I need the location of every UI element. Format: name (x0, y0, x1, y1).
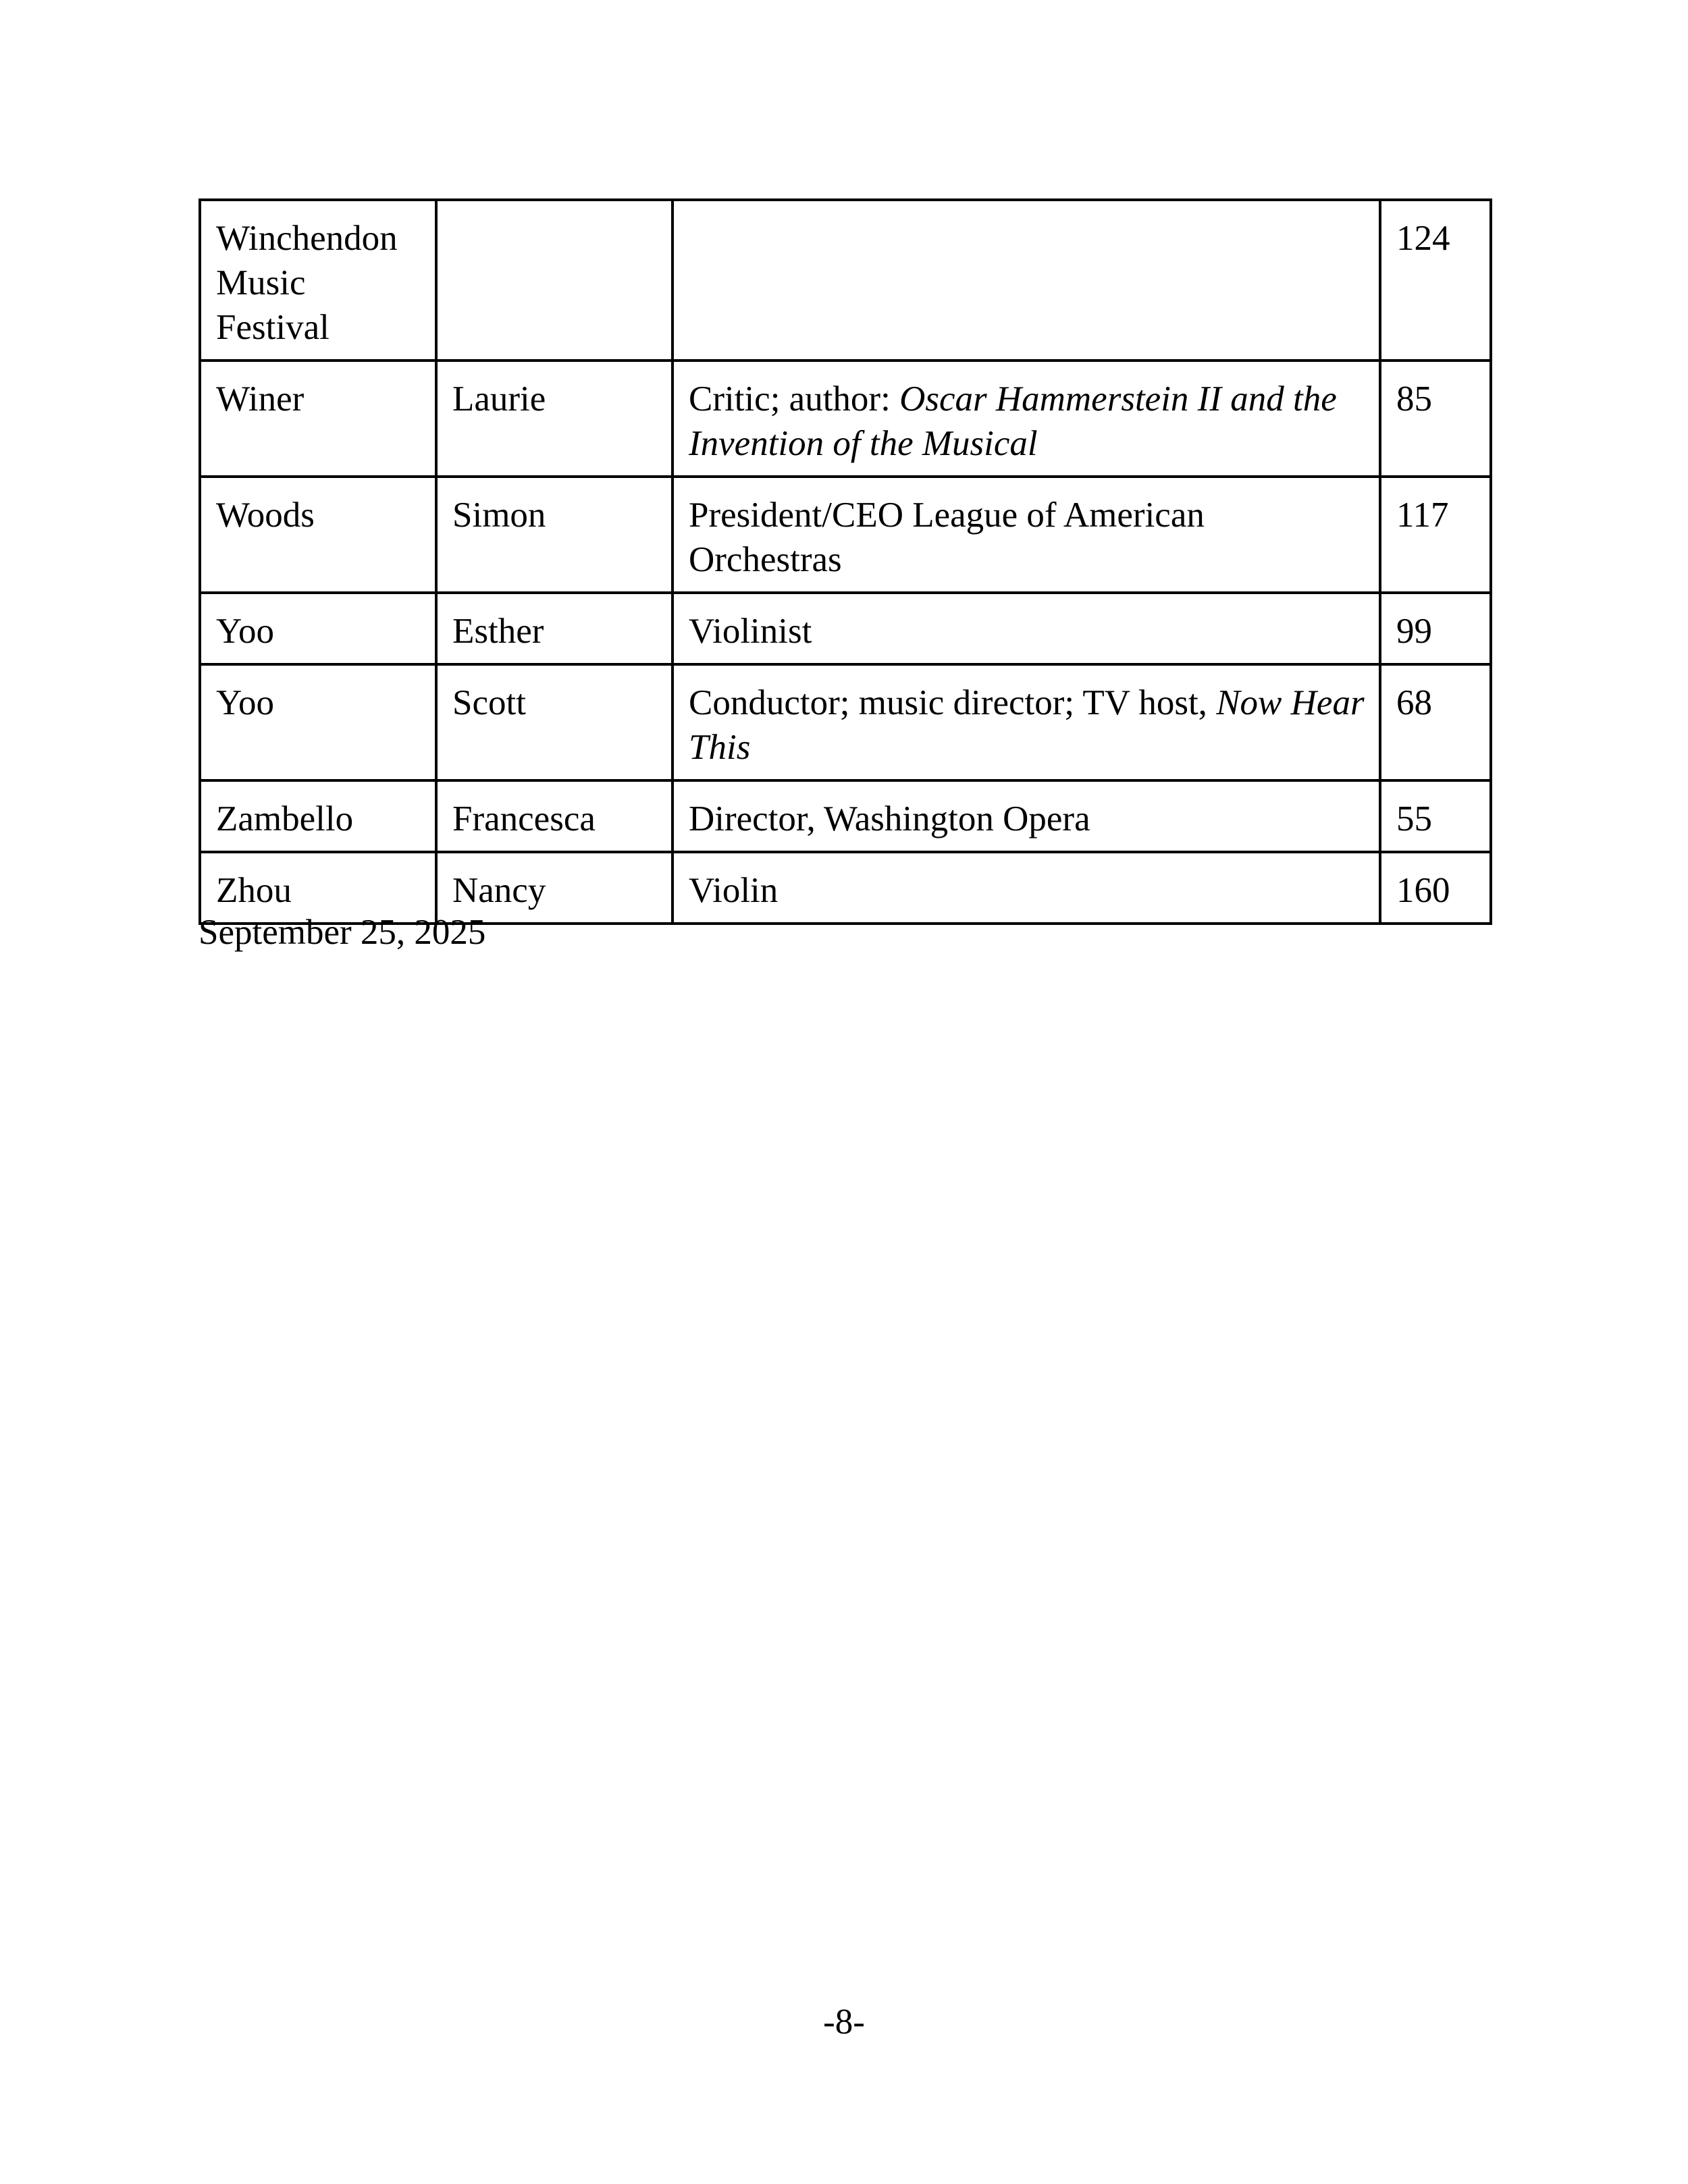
description-italic-text: Now Hear This (689, 683, 1365, 767)
description-text: Critic; author: (689, 379, 900, 419)
page-ref-cell: 68 (1380, 664, 1491, 780)
first-name-cell: Nancy (436, 852, 672, 924)
document-date: September 25, 2025 (199, 913, 486, 952)
first-name-cell: Scott (436, 664, 672, 780)
description-cell (672, 477, 1380, 593)
page-ref-cell: 85 (1380, 361, 1491, 477)
page-number: -8- (823, 2002, 865, 2042)
description-text: Violinist (689, 612, 812, 651)
table-row (200, 361, 1491, 477)
last-name-cell: Woods (200, 477, 436, 593)
last-name-cell: Yoo (200, 664, 436, 780)
page-ref-cell: 99 (1380, 593, 1491, 664)
page-ref-cell: 55 (1380, 780, 1491, 852)
description-text: President/CEO League of American Orchestras (689, 496, 1205, 579)
description-cell (672, 361, 1380, 477)
first-name-cell: Laurie (436, 361, 672, 477)
description-text: Director, Washington Opera (689, 799, 1090, 838)
last-name-cell: Winchendon Music Festival (200, 200, 436, 361)
description-cell (672, 852, 1380, 924)
first-name-cell: Esther (436, 593, 672, 664)
table-row (200, 593, 1491, 664)
table-row (200, 664, 1491, 780)
description-cell (672, 664, 1380, 780)
description-text: Violin (689, 871, 779, 910)
table-row (200, 200, 1491, 361)
description-text: Conductor; music director; TV host, (689, 683, 1217, 722)
table-row (200, 477, 1491, 593)
last-name-cell: Yoo (200, 593, 436, 664)
table-row (200, 780, 1491, 852)
description-cell (672, 593, 1380, 664)
name-index-table (199, 198, 1492, 925)
description-cell (672, 780, 1380, 852)
last-name-cell: Zambello (200, 780, 436, 852)
last-name-cell: Winer (200, 361, 436, 477)
description-cell (672, 200, 1380, 361)
first-name-cell: Simon (436, 477, 672, 593)
first-name-cell (436, 200, 672, 361)
page-ref-cell: 160 (1380, 852, 1491, 924)
page-ref-cell: 124 (1380, 200, 1491, 361)
page-ref-cell: 117 (1380, 477, 1491, 593)
last-name-cell: Zhou (200, 852, 436, 924)
description-italic-text: Oscar Hammerstein II and the Invention of the Musical (689, 379, 1337, 463)
first-name-cell: Francesca (436, 780, 672, 852)
